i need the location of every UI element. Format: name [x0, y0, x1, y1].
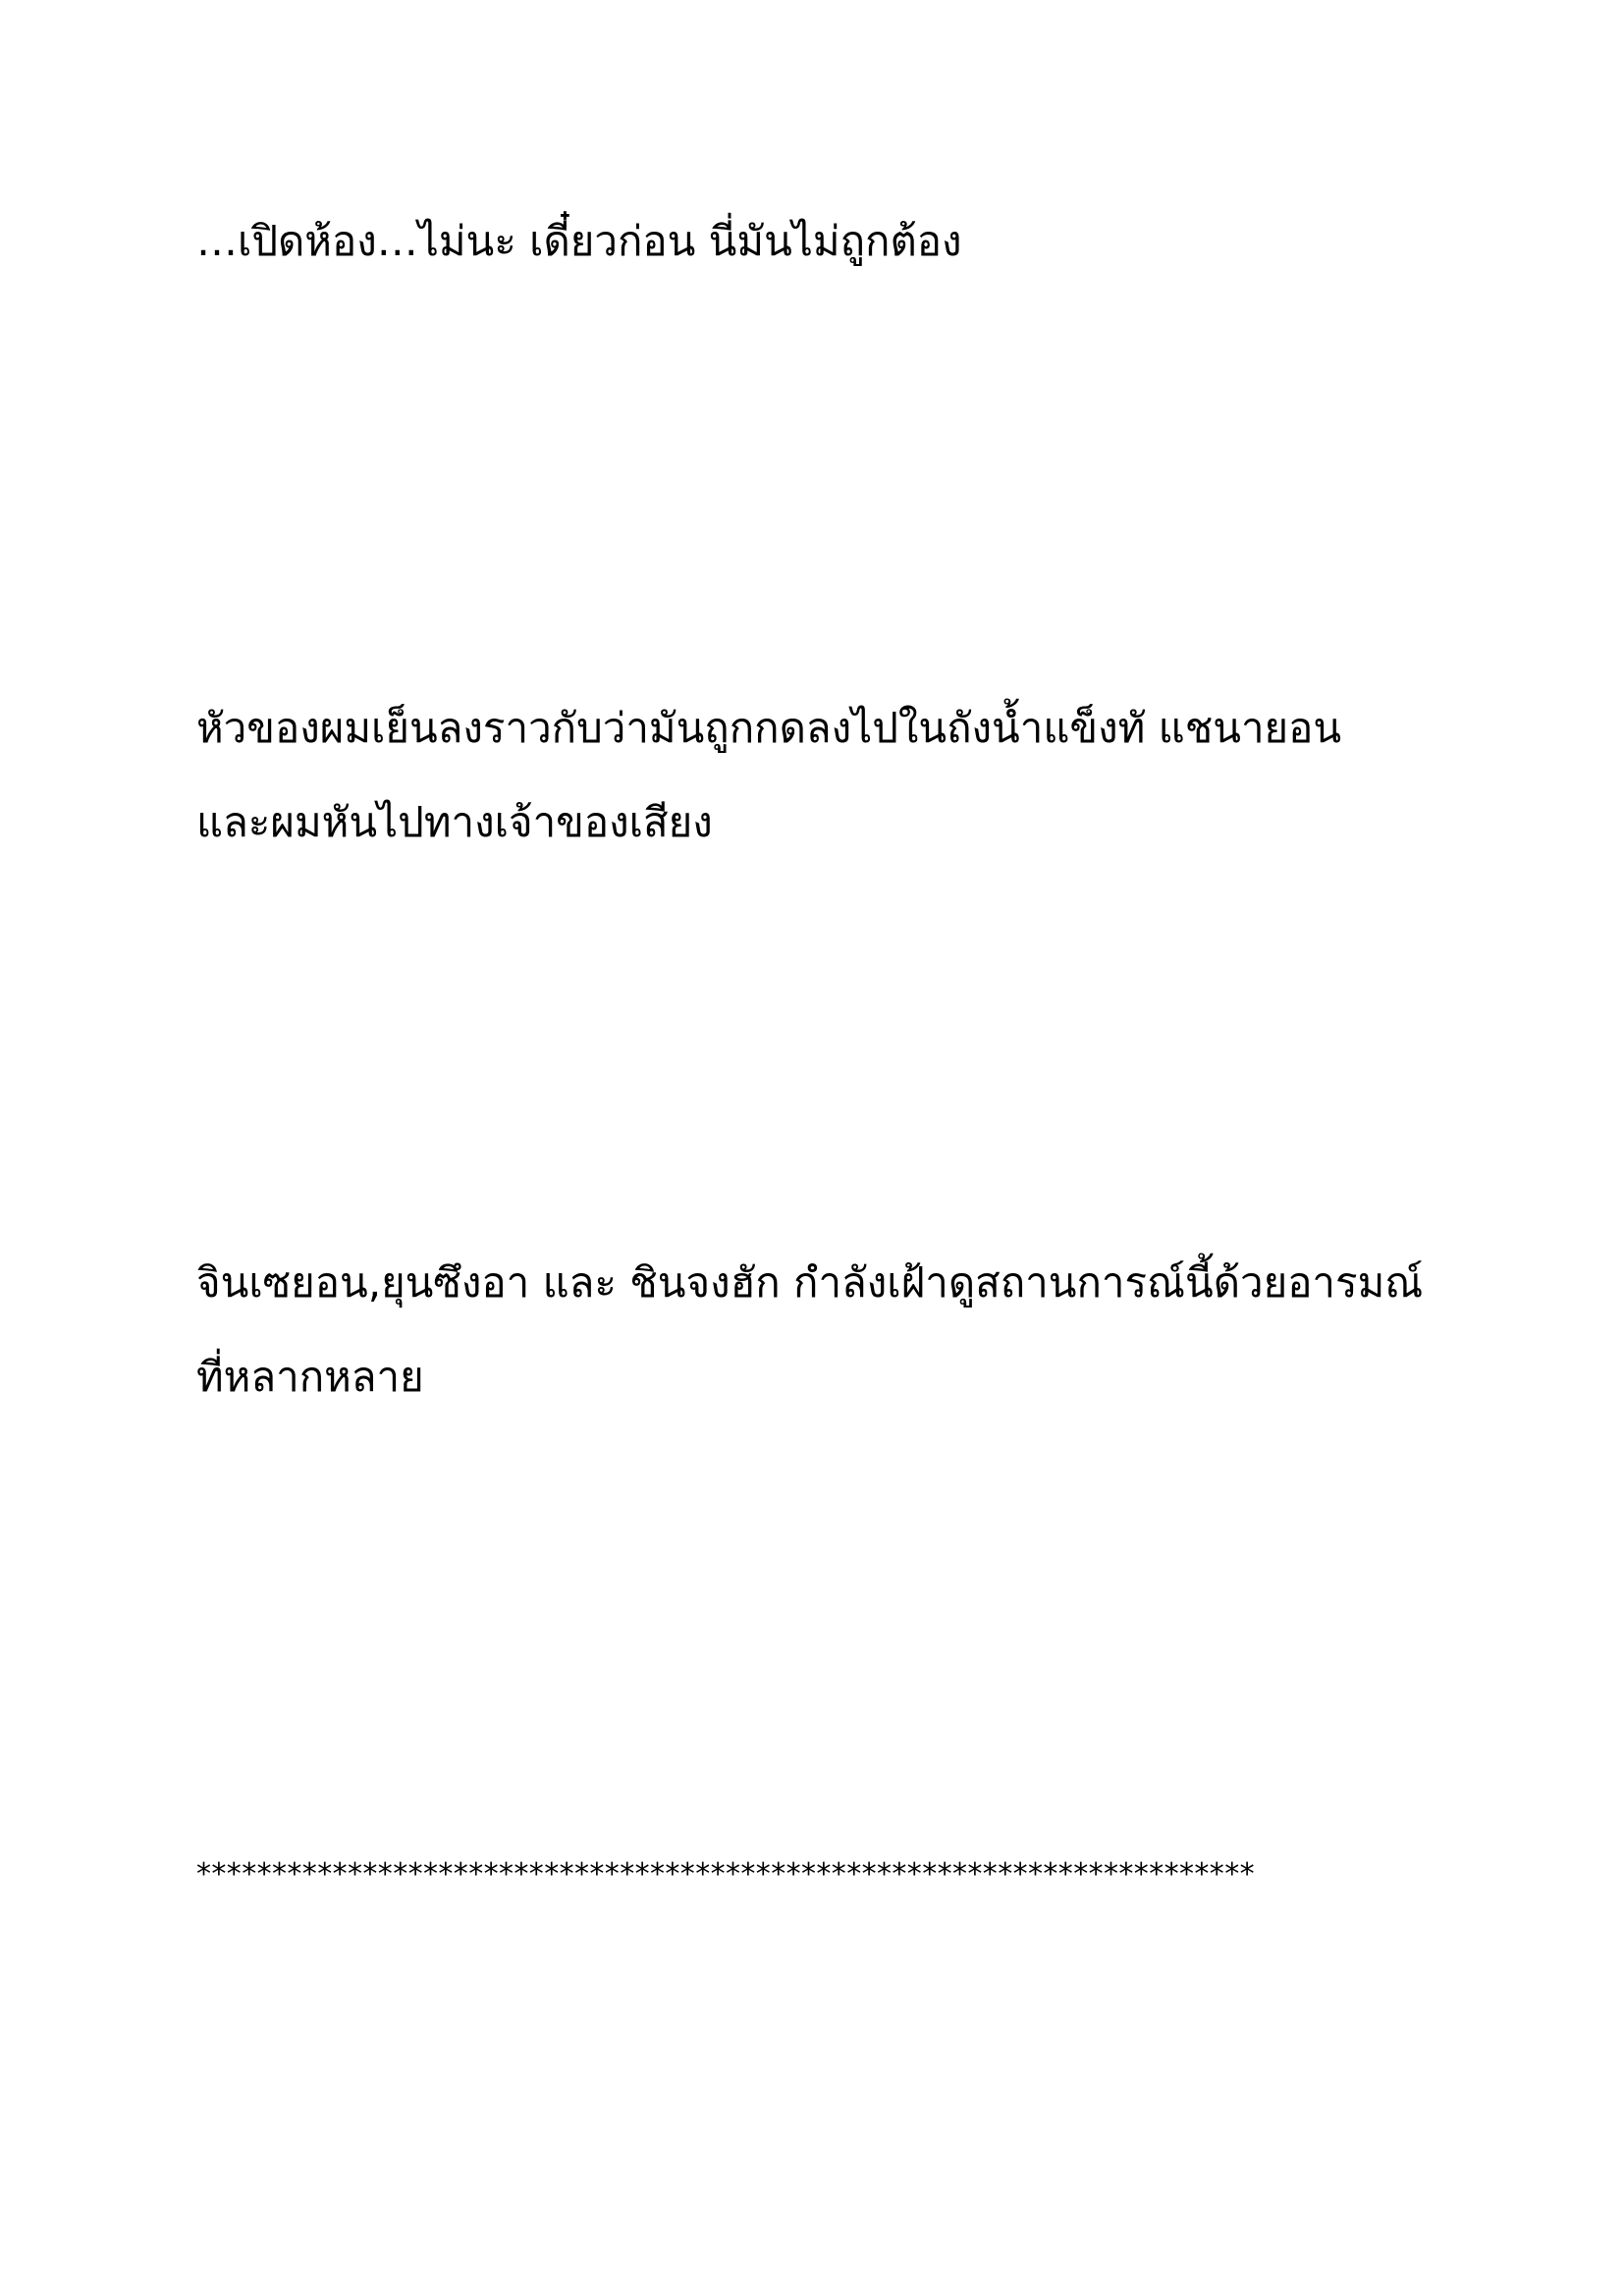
- section-separator: **********************************************************************: [196, 1857, 1255, 1892]
- paragraph-2-line-1: หัวของผมเย็นลงราวกับว่ามันถูกกดลงไปในถังน้ำแข็งทั แชนายอน: [196, 704, 1342, 752]
- paragraph-2: [196, 681, 1341, 870]
- paragraph-1-line-1: …เปิดห้อง…ไม่นะ เดี๋ยวก่อน นี่มันไม่ถูกต้อง: [196, 217, 962, 265]
- paragraph-3-line-1: จินเซยอน,ยุนซึงอา และ ชินจงฮัก กำลังเฝ้าดูสถานการณ์นี้ด้วยอารมณ์: [196, 1258, 1424, 1307]
- paragraph-3: [196, 1236, 1423, 1424]
- paragraph-1: [196, 194, 961, 289]
- paragraph-2-line-2: และผมหันไปทางเจ้าของเสียง: [196, 798, 713, 846]
- paragraph-3-line-2: ที่หลากหลาย: [196, 1353, 424, 1401]
